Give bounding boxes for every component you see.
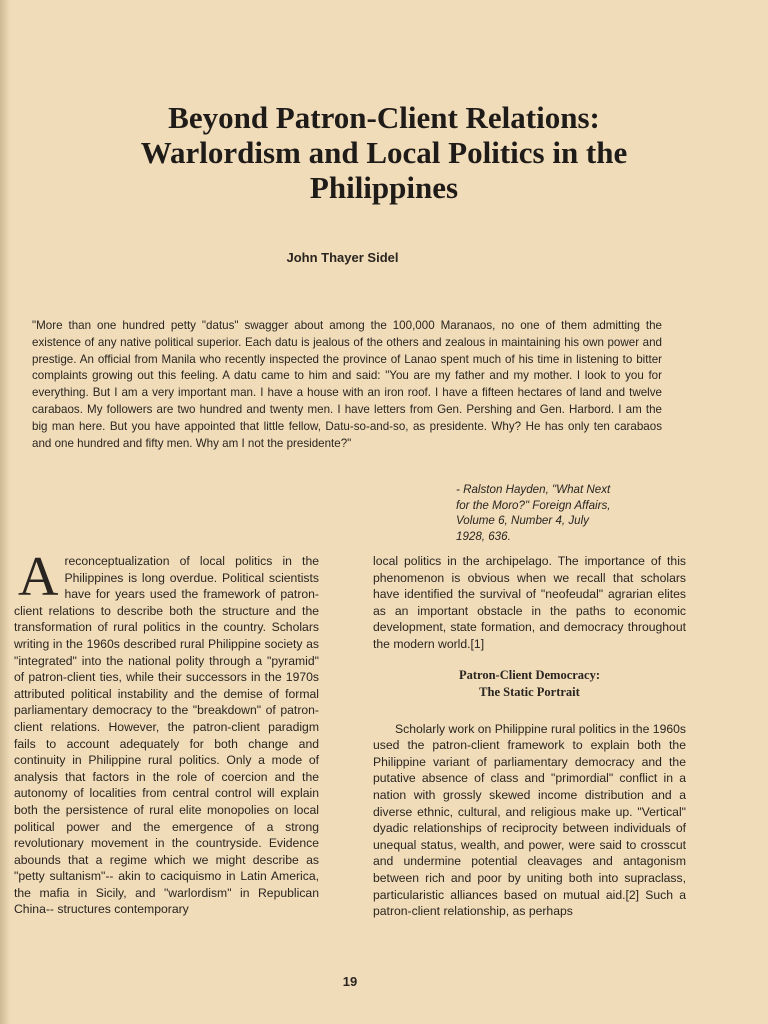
title-line: Philippines bbox=[309, 170, 459, 205]
attribution-line: for the Moro?" Foreign Affairs, bbox=[456, 498, 611, 512]
right-column bbox=[373, 553, 686, 920]
page-gutter-shadow bbox=[0, 0, 10, 1024]
paragraph: local politics in the archipelago. The importance of this phenomenon is obvious when we recall that scholars have identified the survival of "neofeudal" agrarian elites as an important obstacle in the paths to economic development, state formation, and democracy throughout the modern world.[1] bbox=[373, 554, 686, 651]
attribution-line: - Ralston Hayden, "What Next bbox=[456, 483, 611, 496]
author-byline: John Thayer Sidel bbox=[286, 250, 399, 265]
article-title bbox=[40, 100, 728, 205]
epigraph-quote: "More than one hundred petty "datus" swagger about among the 100,000 Maranaos, no one of them admitting the existence of any native political superior. Each datu is jealous of the others and zealous in maintaining his own power and prestige. An official from Manila who recently inspected the province of Lanao spent much of his time in listening to bitter complaints growing out this feeling. A datu came to him and said: "You are my father and my mother. I look to you for everything. But I am a very important man. I have a house with an iron roof. I have a fifteen hectares of land and twelve carabaos. My followers are two hundred and twenty men. I have letters from Gen. Pershing and Gen. Harbord. I am the big man here. But you have appointed that little fellow, Datu-so-and-so, as presidente. Why? He has only ten carabaos and one hundred and fifty men. Why am I not the presidente?" bbox=[32, 319, 662, 450]
title-line: Beyond Patron-Client Relations: bbox=[168, 100, 600, 135]
attribution-line: 1928, 636. bbox=[456, 529, 511, 543]
page-number: 19 bbox=[342, 974, 358, 989]
section-heading bbox=[373, 667, 686, 701]
drop-cap: A bbox=[18, 546, 59, 608]
left-column-text: reconceptualization of local politics in the Philippines is long overdue. Political scientists have for years used the framework of patron-client relations to describe both the structure and the transformation of rural politics in the country. Scholars writing in the 1960s described rural Philippine society as "integrated" into the national polity through a "pyramid" of patron-client ties, while their successors in the 1970s attributed political instability and the demise of formal parliamentary democracy to the "breakdown" of patron-client relations. However, the patron-client paradigm fails to account adequately for both change and continuity in Philippine rural politics. Only a mode of analysis that factors in the role of coercion and the autonomy of localities from central control will explain both the persistence of rural elite monopolies on local political power and the emergence of a strong revolutionary movement in the countryside. Evidence abounds that a regime which we might describe as "petty sultanism"-- akin to caciquismo in Latin America, the mafia in Sicily, and "warlordism" in Republican China-- structures contemporary bbox=[14, 554, 319, 917]
attribution-line: Volume 6, Number 4, July bbox=[456, 514, 589, 527]
left-column bbox=[14, 546, 319, 918]
title-line: Warlordism and Local Politics in the bbox=[140, 135, 628, 170]
epigraph-attribution bbox=[456, 482, 671, 544]
paragraph: Scholarly work on Philippine rural politics in the 1960s used the patron-client framework to explain both the Philippine variant of parliamentary democracy and the putative absence of class and "primordial" conflict in a nation with grossly skewed income distribution and a diverse ethnic, cultural, and religious make up. "Vertical" dyadic relationships of reciprocity between individuals of unequal status, wealth, and power, were said to crosscut and undermine potential cleavages and antagonism between rich and poor by uniting both into supraclass, particularistic alliances based on mutual aid.[2] Such a patron-client relationship, as perhaps bbox=[373, 721, 686, 919]
section-heading-line: Patron-Client Democracy: bbox=[458, 667, 601, 682]
section-heading-line: The Static Portrait bbox=[479, 684, 580, 699]
